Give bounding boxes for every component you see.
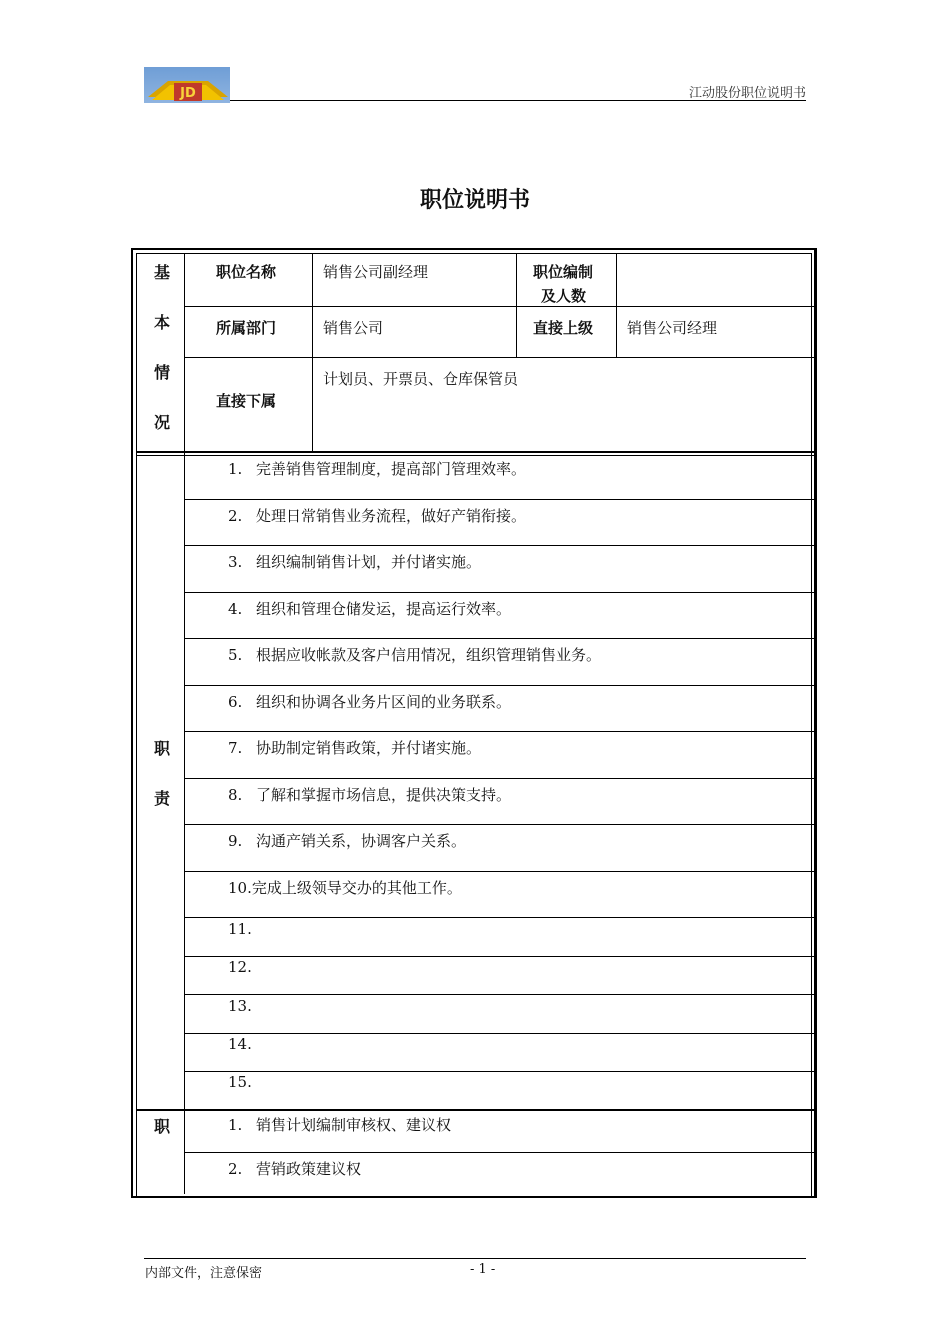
duty-row-line <box>184 499 814 500</box>
duty-row-line <box>184 1033 814 1034</box>
section-line-basic <box>137 451 814 453</box>
duty-text: 根据应收帐款及客户信用情况，组织管理销售业务。 <box>256 646 602 664</box>
duty-number: 14. <box>228 1035 252 1053</box>
job-description-table <box>131 248 817 1198</box>
header-rule <box>230 100 806 101</box>
authority-number: 2. <box>228 1160 243 1178</box>
duty-item <box>228 784 511 805</box>
duty-number: 3. <box>228 553 243 571</box>
duty-row-line <box>184 592 814 593</box>
basic-col-divider-1 <box>312 254 313 451</box>
svg-text:JD: JD <box>180 86 196 101</box>
duty-row-line <box>184 994 814 995</box>
duty-item <box>228 877 462 898</box>
duty-item <box>228 505 526 526</box>
position-name-value: 销售公司副经理 <box>323 263 429 281</box>
section-char-basic-2: 本 <box>153 313 170 332</box>
duty-row-line <box>184 824 814 825</box>
header-doc-name: 江动股份职位说明书 <box>688 86 806 101</box>
duty-row-line <box>184 778 814 779</box>
basic-row-line-1 <box>184 306 814 307</box>
headcount-label-line2: 及人数 <box>541 287 587 305</box>
duty-number: 2. <box>228 507 243 525</box>
duty-row-line <box>184 638 814 639</box>
duty-text: 处理日常销售业务流程，做好产销衔接。 <box>256 507 527 525</box>
duty-number: 8. <box>228 786 243 804</box>
duty-number: 9. <box>228 832 243 850</box>
authority-item <box>228 1158 361 1179</box>
duty-item <box>228 1073 256 1091</box>
duty-number: 6. <box>228 693 243 711</box>
duty-number: 1. <box>228 460 243 478</box>
superior-value: 销售公司经理 <box>627 319 718 337</box>
duty-text: 组织和管理仓储发运，提高运行效率。 <box>256 600 512 618</box>
duty-text: 完善销售管理制度，提高部门管理效率。 <box>256 460 527 478</box>
section-char-duties-2: 责 <box>153 789 170 808</box>
duty-number: 13. <box>228 997 252 1015</box>
duty-item <box>228 958 256 976</box>
headcount-label-line1: 职位编制 <box>533 263 594 281</box>
authority-text: 销售计划编制审核权、建议权 <box>256 1116 452 1134</box>
authority-row-line <box>184 1152 814 1153</box>
authority-number: 1. <box>228 1116 243 1134</box>
duty-text: 了解和掌握市场信息，提供决策支持。 <box>256 786 512 804</box>
subordinates-label: 直接下属 <box>216 392 277 410</box>
duty-number: 15. <box>228 1073 252 1091</box>
duty-text: 沟通产销关系，协调客户关系。 <box>256 832 467 850</box>
section-line-duties <box>137 1109 814 1111</box>
duty-item <box>228 598 511 619</box>
duty-text: 组织和协调各业务片区间的业务联系。 <box>256 693 512 711</box>
footer-confidential-notice: 内部文件，注意保密 <box>145 1266 263 1281</box>
duty-row-line <box>184 917 814 918</box>
page-number: - 1 - <box>470 1262 496 1277</box>
section-line-basic-double <box>137 455 814 456</box>
duty-number: 10. <box>228 879 252 897</box>
duty-item <box>228 997 256 1015</box>
superior-label: 直接上级 <box>533 319 594 337</box>
company-logo <box>144 67 230 103</box>
section-char-duties-1: 职 <box>153 739 170 758</box>
duty-item <box>228 458 526 479</box>
position-name-label: 职位名称 <box>216 263 277 281</box>
duty-number: 5. <box>228 646 243 664</box>
duty-text: 组织编制销售计划，并付诸实施。 <box>256 553 482 571</box>
duty-row-line <box>184 956 814 957</box>
table-inner-border <box>136 253 812 1196</box>
authority-text: 营销政策建议权 <box>256 1160 362 1178</box>
duty-number: 7. <box>228 739 243 757</box>
subordinates-value: 计划员、开票员、仓库保管员 <box>323 370 519 388</box>
duty-row-line <box>184 545 814 546</box>
duty-row-line <box>184 1071 814 1072</box>
duty-item <box>228 644 601 665</box>
duty-item <box>228 920 256 938</box>
section-char-basic-1: 基 <box>153 263 170 282</box>
department-value: 销售公司 <box>323 319 384 337</box>
section-char-basic-4: 况 <box>153 413 170 432</box>
duty-item <box>228 691 511 712</box>
duty-item <box>228 737 481 758</box>
department-label: 所属部门 <box>216 319 277 337</box>
section-char-authority: 职 <box>153 1117 170 1136</box>
page-title: 职位说明书 <box>419 188 530 213</box>
basic-row-line-2 <box>184 357 814 358</box>
duty-number: 11. <box>228 920 252 938</box>
duty-item <box>228 551 481 572</box>
duty-text: 协助制定销售政策，并付诸实施。 <box>256 739 482 757</box>
authority-item <box>228 1114 451 1135</box>
logo-graphic <box>144 67 230 103</box>
duty-item <box>228 1035 256 1053</box>
section-char-basic-3: 情 <box>153 363 170 382</box>
duty-row-line <box>184 871 814 872</box>
footer-rule <box>144 1258 806 1259</box>
duty-number: 12. <box>228 958 252 976</box>
duty-item <box>228 830 466 851</box>
duty-number: 4. <box>228 600 243 618</box>
duty-text: 完成上级领导交办的其他工作。 <box>251 879 462 897</box>
duty-row-line <box>184 731 814 732</box>
duty-row-line <box>184 685 814 686</box>
section-column-divider <box>184 254 185 1194</box>
